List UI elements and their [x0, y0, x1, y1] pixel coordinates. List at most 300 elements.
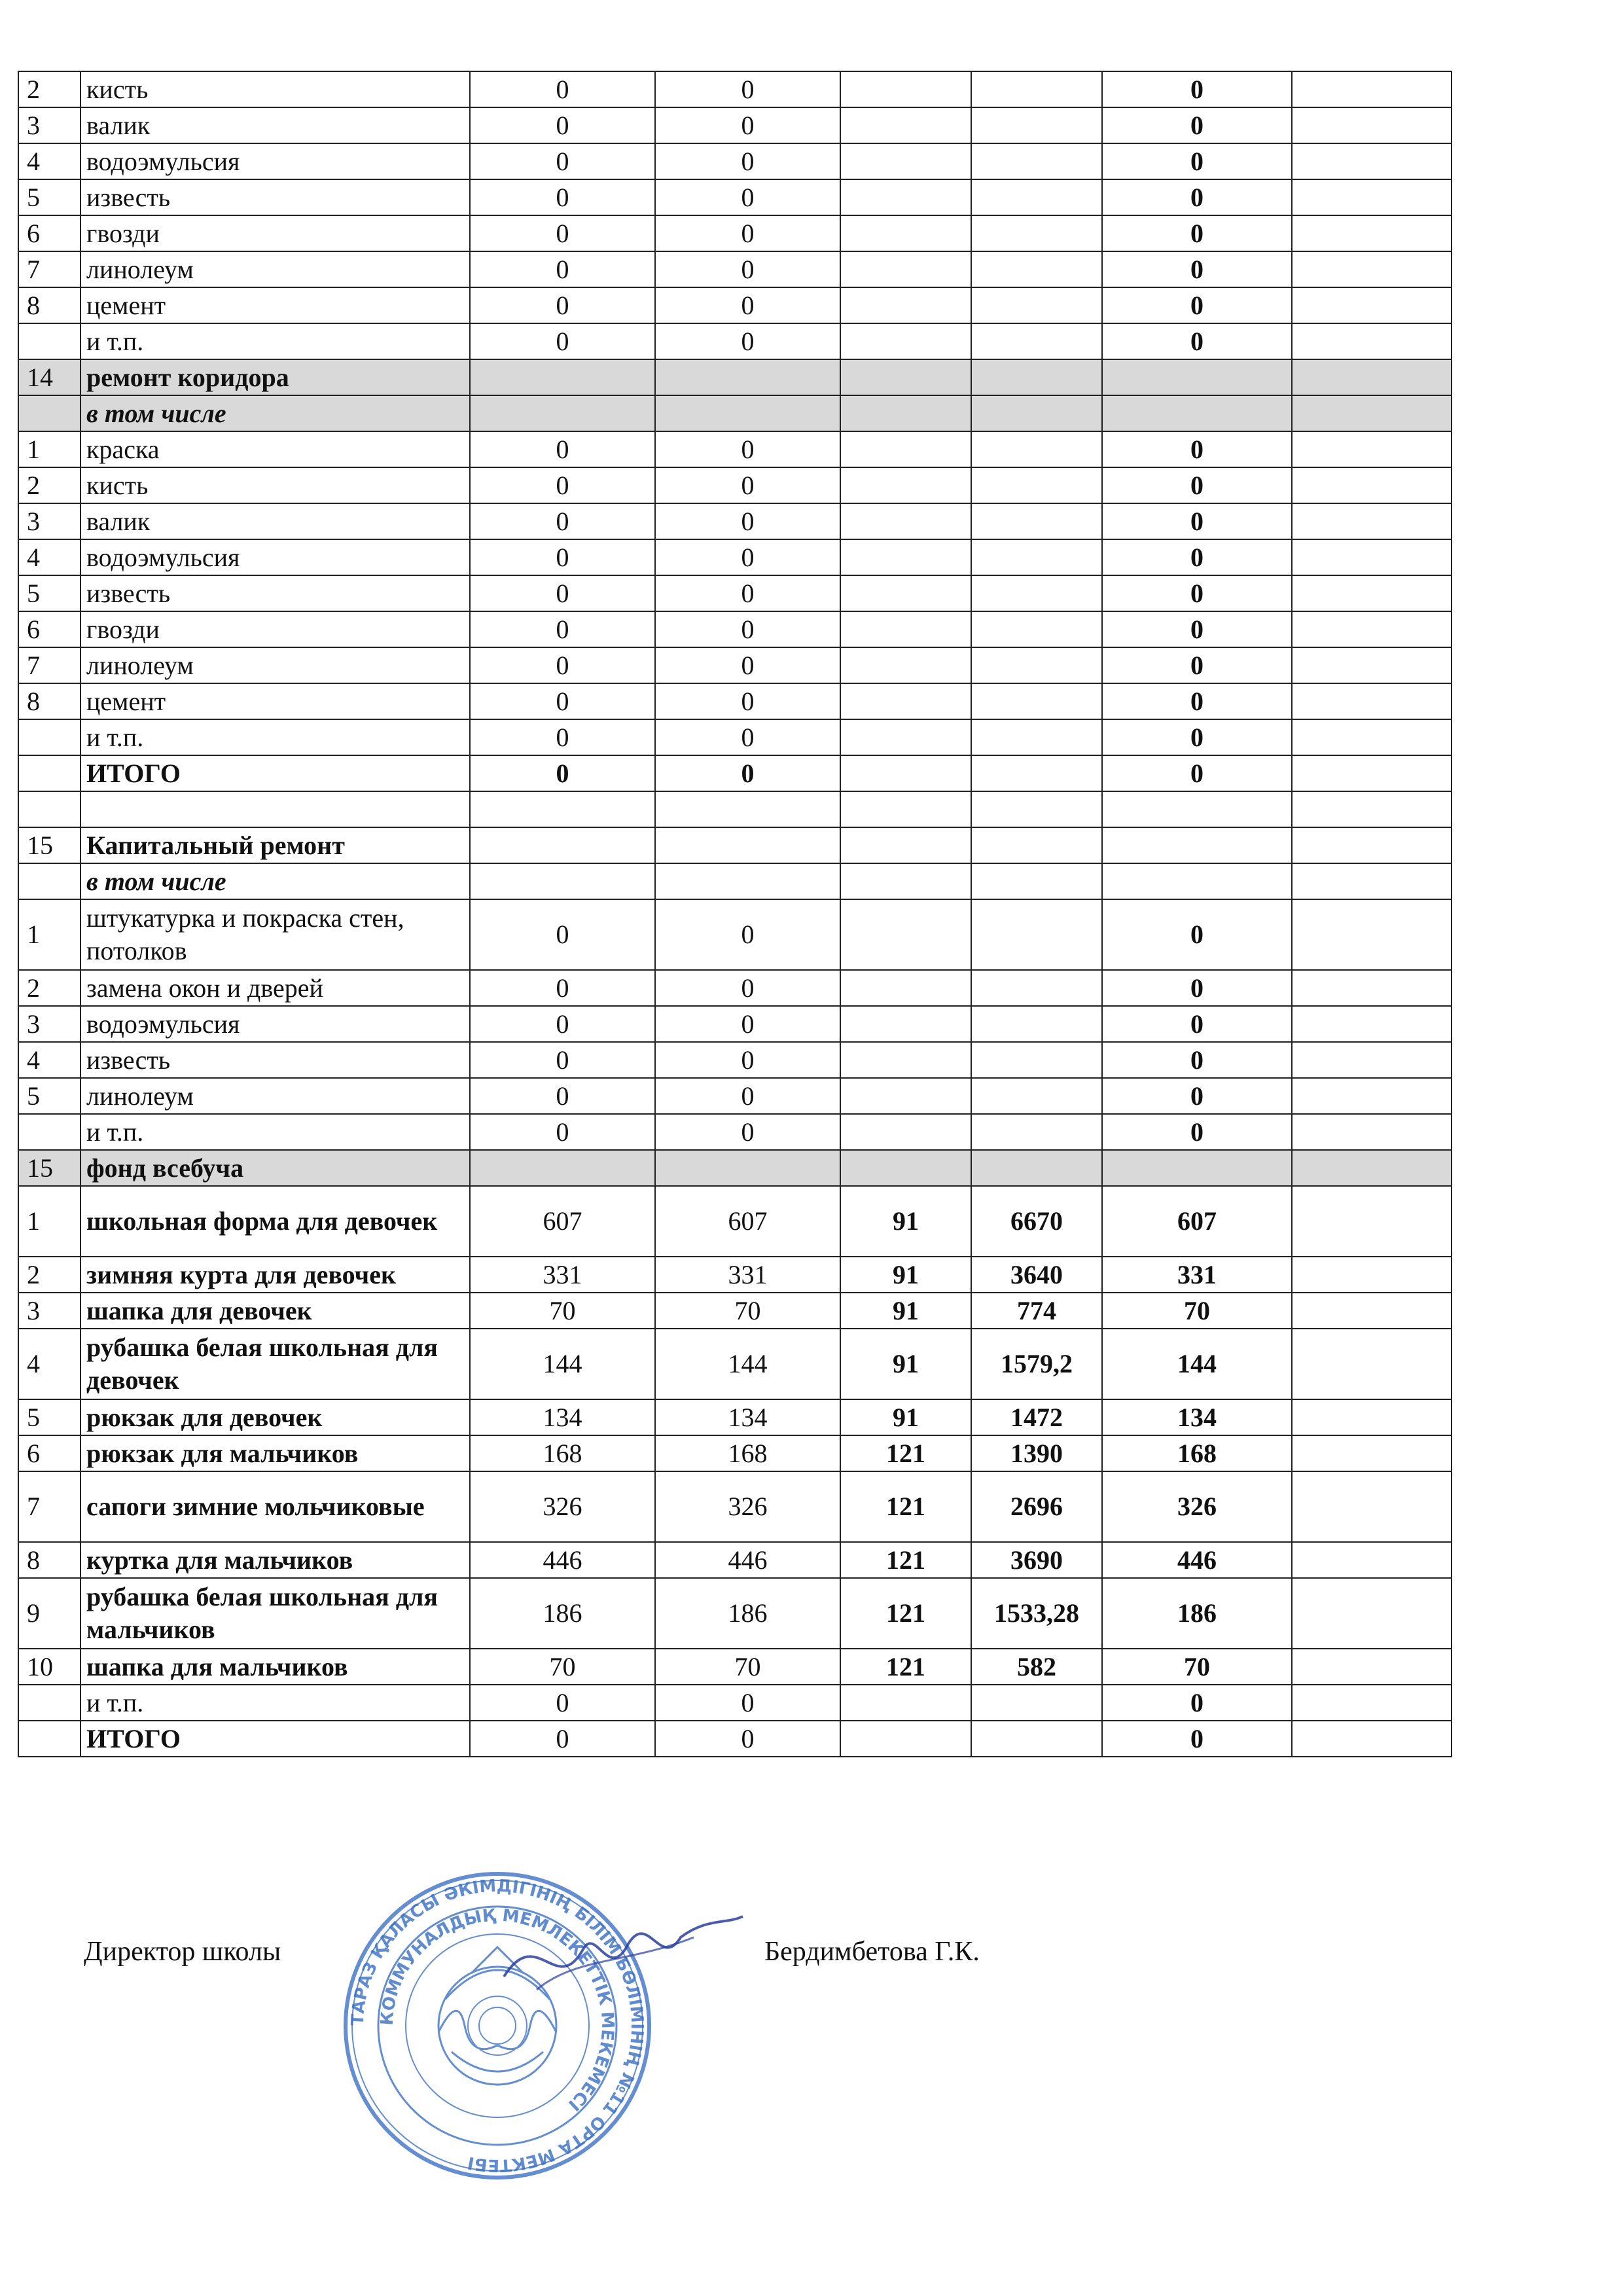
empty-cell: [18, 755, 80, 791]
item-name: линолеум: [80, 1078, 470, 1114]
value-total: 0: [1102, 179, 1292, 215]
item-name: и т.п.: [80, 719, 470, 755]
subsection-row: [18, 395, 1452, 431]
table-row: [18, 431, 1452, 467]
value-amount: [971, 1042, 1102, 1078]
value-amount: [971, 647, 1102, 683]
table-row: [18, 1435, 1452, 1471]
table-body: [18, 71, 1452, 1757]
value-note: [1292, 1578, 1452, 1649]
item-name: известь: [80, 179, 470, 215]
value-amount: 3640: [971, 1257, 1102, 1293]
value-total: 331: [1102, 1257, 1292, 1293]
value-total: 144: [1102, 1329, 1292, 1399]
empty-cell: [18, 1721, 80, 1757]
item-name: рубашка белая школьная для мальчиков: [80, 1578, 470, 1649]
value-total: 0: [1102, 970, 1292, 1006]
value-amount: 774: [971, 1293, 1102, 1329]
value-plan: 0: [470, 970, 655, 1006]
value-plan: 70: [470, 1649, 655, 1685]
value-plan: 446: [470, 1542, 655, 1578]
value-total: 0: [1102, 431, 1292, 467]
section-title: Капитальный ремонт: [80, 827, 470, 863]
row-number: 4: [18, 539, 80, 575]
total-actual: 0: [655, 755, 840, 791]
item-name: валик: [80, 107, 470, 143]
section-header-row: [18, 359, 1452, 395]
value-plan: 607: [470, 1186, 655, 1257]
table-row: [18, 287, 1452, 323]
value-amount: [971, 1078, 1102, 1114]
empty-cell: [840, 1685, 971, 1721]
item-name: цемент: [80, 683, 470, 719]
value-actual: 70: [655, 1649, 840, 1685]
value-total: 0: [1102, 215, 1292, 251]
value-plan: 0: [470, 1114, 655, 1150]
item-name: валик: [80, 503, 470, 539]
value-total: 0: [1102, 143, 1292, 179]
item-name: рубашка белая школьная для девочек: [80, 1329, 470, 1399]
value-note: [1292, 251, 1452, 287]
value-total: 0: [1102, 1114, 1292, 1150]
value-total: 0: [1102, 539, 1292, 575]
value-actual: 186: [655, 1578, 840, 1649]
value-actual: 0: [655, 575, 840, 611]
row-number: 8: [18, 1542, 80, 1578]
value-amount: [971, 1114, 1102, 1150]
row-number: 3: [18, 1293, 80, 1329]
value-amount: [971, 719, 1102, 755]
row-number: 1: [18, 1186, 80, 1257]
value-amount: 2696: [971, 1471, 1102, 1542]
value-quantity: 121: [840, 1435, 971, 1471]
value-plan: 0: [470, 71, 655, 107]
section-header-row: [18, 1150, 1452, 1186]
row-number: 7: [18, 251, 80, 287]
empty-cell: [1292, 1150, 1452, 1186]
empty-cell: [1102, 791, 1292, 827]
value-quantity: 121: [840, 1578, 971, 1649]
item-name: и т.п.: [80, 323, 470, 359]
value-note: [1292, 539, 1452, 575]
empty-cell: [971, 1721, 1102, 1757]
value-note: [1292, 1114, 1452, 1150]
value-quantity: [840, 647, 971, 683]
empty-cell: [18, 791, 80, 827]
empty-cell: [1292, 395, 1452, 431]
value-quantity: [840, 503, 971, 539]
value-plan: 326: [470, 1471, 655, 1542]
value-note: [1292, 1257, 1452, 1293]
value-note: [1292, 1006, 1452, 1042]
empty-cell: [655, 359, 840, 395]
empty-cell: [1102, 359, 1292, 395]
table-row: [18, 1006, 1452, 1042]
value-total: 0: [1102, 503, 1292, 539]
empty-cell: [18, 863, 80, 899]
value-quantity: [840, 539, 971, 575]
row-number: 1: [18, 431, 80, 467]
value-note: [1292, 467, 1452, 503]
empty-cell: [971, 755, 1102, 791]
row-number: 3: [18, 107, 80, 143]
empty-cell: [1102, 827, 1292, 863]
value-plan: 70: [470, 1293, 655, 1329]
value-total: 0: [1102, 251, 1292, 287]
value-actual: 134: [655, 1399, 840, 1435]
empty-cell: [655, 395, 840, 431]
section-title: ремонт коридора: [80, 359, 470, 395]
empty-cell: [971, 1685, 1102, 1721]
value-plan: 0: [470, 683, 655, 719]
value-actual: 0: [655, 143, 840, 179]
empty-cell: [18, 1685, 80, 1721]
value-total: 70: [1102, 1649, 1292, 1685]
value-actual: 0: [655, 215, 840, 251]
value-note: [1292, 970, 1452, 1006]
value-actual: 0: [655, 107, 840, 143]
value-quantity: [840, 1078, 971, 1114]
value-quantity: [840, 970, 971, 1006]
value-quantity: 121: [840, 1649, 971, 1685]
value-plan: 0: [470, 287, 655, 323]
item-name: линолеум: [80, 647, 470, 683]
value-quantity: [840, 143, 971, 179]
value-actual: 0: [655, 431, 840, 467]
table-row: [18, 611, 1452, 647]
value-plan: 0: [470, 431, 655, 467]
value-note: [1292, 719, 1452, 755]
value-quantity: 91: [840, 1257, 971, 1293]
value-amount: 1390: [971, 1435, 1102, 1471]
table-row: [18, 647, 1452, 683]
item-name: водоэмульсия: [80, 143, 470, 179]
total-label: ИТОГО: [80, 1721, 470, 1757]
value-plan: 134: [470, 1399, 655, 1435]
row-number: 3: [18, 503, 80, 539]
value-actual: 446: [655, 1542, 840, 1578]
row-number: 2: [18, 71, 80, 107]
value-plan: 186: [470, 1578, 655, 1649]
value-quantity: [840, 323, 971, 359]
total-value: 0: [1102, 755, 1292, 791]
empty-cell: [470, 395, 655, 431]
item-name: кисть: [80, 467, 470, 503]
item-name: краска: [80, 431, 470, 467]
value-plan: 0: [470, 179, 655, 215]
value-actual: 331: [655, 1257, 840, 1293]
item-name: гвозди: [80, 215, 470, 251]
value-plan: 0: [470, 467, 655, 503]
handwritten-signature: [497, 1898, 746, 2016]
value-quantity: 91: [840, 1329, 971, 1399]
row-number: 7: [18, 1471, 80, 1542]
row-number: 3: [18, 1006, 80, 1042]
empty-cell: [971, 827, 1102, 863]
value-amount: 3690: [971, 1542, 1102, 1578]
value-plan: 0: [470, 215, 655, 251]
value-total: 0: [1102, 323, 1292, 359]
empty-cell: [1292, 755, 1452, 791]
item-name: кисть: [80, 71, 470, 107]
table-row: [18, 503, 1452, 539]
item-name: известь: [80, 575, 470, 611]
row-number: 10: [18, 1649, 80, 1685]
table-row: [18, 467, 1452, 503]
value-amount: [971, 970, 1102, 1006]
value-actual: 0: [655, 1042, 840, 1078]
value-plan: 0: [470, 647, 655, 683]
value-total: 0: [1102, 1042, 1292, 1078]
value-plan: 168: [470, 1435, 655, 1471]
table-row: [18, 970, 1452, 1006]
empty-cell: [655, 827, 840, 863]
value-note: [1292, 1542, 1452, 1578]
row-number: 2: [18, 467, 80, 503]
value-note: [1292, 323, 1452, 359]
value-total: 0: [1102, 71, 1292, 107]
item-name: сапоги зимние мольчиковые: [80, 1471, 470, 1542]
budget-table: [18, 71, 1452, 1757]
empty-cell: [840, 1150, 971, 1186]
value-total: 0: [1102, 1078, 1292, 1114]
table-row: [18, 575, 1452, 611]
total-actual: 0: [655, 1685, 840, 1721]
value-total: 0: [1102, 467, 1292, 503]
table-row: [18, 1329, 1452, 1399]
value-actual: 0: [655, 71, 840, 107]
value-total: 134: [1102, 1399, 1292, 1435]
value-quantity: [840, 287, 971, 323]
section-number: 15: [18, 1150, 80, 1186]
value-note: [1292, 179, 1452, 215]
value-amount: [971, 899, 1102, 970]
row-number: 6: [18, 1435, 80, 1471]
total-actual: 0: [655, 1721, 840, 1757]
subsection-label: в том числе: [80, 863, 470, 899]
table-row: [18, 71, 1452, 107]
value-amount: 582: [971, 1649, 1102, 1685]
table-row: [18, 179, 1452, 215]
value-amount: [971, 107, 1102, 143]
value-total: 0: [1102, 107, 1292, 143]
item-name: штукатурка и покраска стен, потолков: [80, 899, 470, 970]
row-number: 1: [18, 899, 80, 970]
blank-row: [18, 791, 1452, 827]
empty-cell: [80, 791, 470, 827]
value-plan: 331: [470, 1257, 655, 1293]
row-number: 4: [18, 1329, 80, 1399]
table-row: [18, 719, 1452, 755]
value-amount: [971, 323, 1102, 359]
value-note: [1292, 1293, 1452, 1329]
value-note: [1292, 143, 1452, 179]
value-total: 168: [1102, 1435, 1292, 1471]
table-row: [18, 1399, 1452, 1435]
subsection-label: в том числе: [80, 395, 470, 431]
value-total: 0: [1102, 683, 1292, 719]
table-row: [18, 215, 1452, 251]
value-amount: [971, 179, 1102, 215]
empty-cell: [840, 827, 971, 863]
empty-cell: [1102, 863, 1292, 899]
value-total: 0: [1102, 719, 1292, 755]
empty-cell: [971, 1150, 1102, 1186]
item-name: рюкзак для мальчиков: [80, 1435, 470, 1471]
row-number: 5: [18, 179, 80, 215]
value-note: [1292, 683, 1452, 719]
value-actual: 0: [655, 503, 840, 539]
value-actual: 0: [655, 287, 840, 323]
empty-cell: [470, 827, 655, 863]
stamp-outer-text: ТАРАЗ ҚАЛАСЫ ӘКІМДІГІНІҢ БІЛІМ БӨЛІМІНІҢ №11 ОРТА МЕКТЕБІ: [348, 1876, 647, 2176]
value-note: [1292, 71, 1452, 107]
value-plan: 0: [470, 1042, 655, 1078]
table-row: [18, 1293, 1452, 1329]
row-number: 2: [18, 970, 80, 1006]
section-number: 15: [18, 827, 80, 863]
signature-role: Директор школы: [84, 1937, 281, 1967]
value-plan: 0: [470, 323, 655, 359]
value-amount: 1472: [971, 1399, 1102, 1435]
table-row: [18, 1257, 1452, 1293]
row-number: 9: [18, 1578, 80, 1649]
item-name: известь: [80, 1042, 470, 1078]
value-amount: [971, 431, 1102, 467]
table-row: [18, 683, 1452, 719]
table-row: [18, 1042, 1452, 1078]
value-plan: 0: [470, 1006, 655, 1042]
value-quantity: [840, 179, 971, 215]
value-total: 0: [1102, 899, 1292, 970]
value-amount: 6670: [971, 1186, 1102, 1257]
stamp-inner-text: КОММУНАЛДЫҚ МЕМЛЕКЕТТІК МЕКЕМЕСІ: [377, 1905, 618, 2115]
total-plan: 0: [470, 1721, 655, 1757]
empty-cell: [971, 791, 1102, 827]
value-actual: 0: [655, 467, 840, 503]
value-plan: 0: [470, 899, 655, 970]
value-quantity: [840, 251, 971, 287]
value-actual: 326: [655, 1471, 840, 1542]
section-header-row: [18, 827, 1452, 863]
value-note: [1292, 1471, 1452, 1542]
total-plan: 0: [470, 1685, 655, 1721]
row-number: 6: [18, 611, 80, 647]
value-plan: 0: [470, 143, 655, 179]
row-number: 5: [18, 1399, 80, 1435]
value-actual: 0: [655, 1078, 840, 1114]
value-actual: 0: [655, 539, 840, 575]
table-row: [18, 899, 1452, 970]
value-note: [1292, 1186, 1452, 1257]
empty-cell: [18, 395, 80, 431]
row-number: 8: [18, 683, 80, 719]
section-title: фонд всебуча: [80, 1150, 470, 1186]
value-amount: 1579,2: [971, 1329, 1102, 1399]
item-name: куртка для мальчиков: [80, 1542, 470, 1578]
item-name: шапка для девочек: [80, 1293, 470, 1329]
value-actual: 0: [655, 323, 840, 359]
item-name: водоэмульсия: [80, 539, 470, 575]
empty-cell: [655, 1150, 840, 1186]
value-plan: 0: [470, 251, 655, 287]
empty-cell: [840, 791, 971, 827]
value-note: [1292, 647, 1452, 683]
row-number: 4: [18, 143, 80, 179]
table-row: [18, 539, 1452, 575]
row-number: 4: [18, 1042, 80, 1078]
empty-cell: [840, 755, 971, 791]
empty-cell: [470, 1150, 655, 1186]
value-total: 446: [1102, 1542, 1292, 1578]
empty-cell: [1292, 359, 1452, 395]
value-quantity: 91: [840, 1186, 971, 1257]
value-amount: [971, 1006, 1102, 1042]
empty-cell: [971, 359, 1102, 395]
value-plan: 0: [470, 539, 655, 575]
value-plan: 0: [470, 107, 655, 143]
value-plan: 0: [470, 503, 655, 539]
value-actual: 0: [655, 683, 840, 719]
value-amount: [971, 575, 1102, 611]
value-amount: [971, 251, 1102, 287]
row-number: 7: [18, 647, 80, 683]
value-actual: 607: [655, 1186, 840, 1257]
value-total: 0: [1102, 575, 1292, 611]
table-row: [18, 1578, 1452, 1649]
item-name: водоэмульсия: [80, 1006, 470, 1042]
value-actual: 0: [655, 719, 840, 755]
value-amount: 1533,28: [971, 1578, 1102, 1649]
item-name: цемент: [80, 287, 470, 323]
value-note: [1292, 1078, 1452, 1114]
value-note: [1292, 1649, 1452, 1685]
empty-cell: [655, 863, 840, 899]
value-total: 70: [1102, 1293, 1292, 1329]
table-row: [18, 1542, 1452, 1578]
value-plan: 0: [470, 1078, 655, 1114]
value-note: [1292, 1399, 1452, 1435]
total-value: 0: [1102, 1721, 1292, 1757]
total-row: [18, 1721, 1452, 1757]
table-row: [18, 323, 1452, 359]
table-row: [18, 1114, 1452, 1150]
value-amount: [971, 683, 1102, 719]
value-total: 0: [1102, 287, 1292, 323]
item-name: гвозди: [80, 611, 470, 647]
value-amount: [971, 503, 1102, 539]
value-note: [1292, 611, 1452, 647]
value-total: 607: [1102, 1186, 1292, 1257]
signature-name: Бердимбетова Г.К.: [764, 1937, 980, 1967]
empty-cell: [1292, 1685, 1452, 1721]
empty-cell: [840, 395, 971, 431]
empty-cell: [840, 359, 971, 395]
empty-cell: [1102, 1150, 1292, 1186]
table-row: [18, 251, 1452, 287]
row-number: 5: [18, 575, 80, 611]
row-number: 8: [18, 287, 80, 323]
row-number: 2: [18, 1257, 80, 1293]
value-amount: [971, 611, 1102, 647]
subsection-row: [18, 863, 1452, 899]
value-quantity: [840, 71, 971, 107]
value-actual: 70: [655, 1293, 840, 1329]
row-number: 5: [18, 1078, 80, 1114]
value-total: 326: [1102, 1471, 1292, 1542]
value-actual: 0: [655, 611, 840, 647]
value-plan: 0: [470, 575, 655, 611]
